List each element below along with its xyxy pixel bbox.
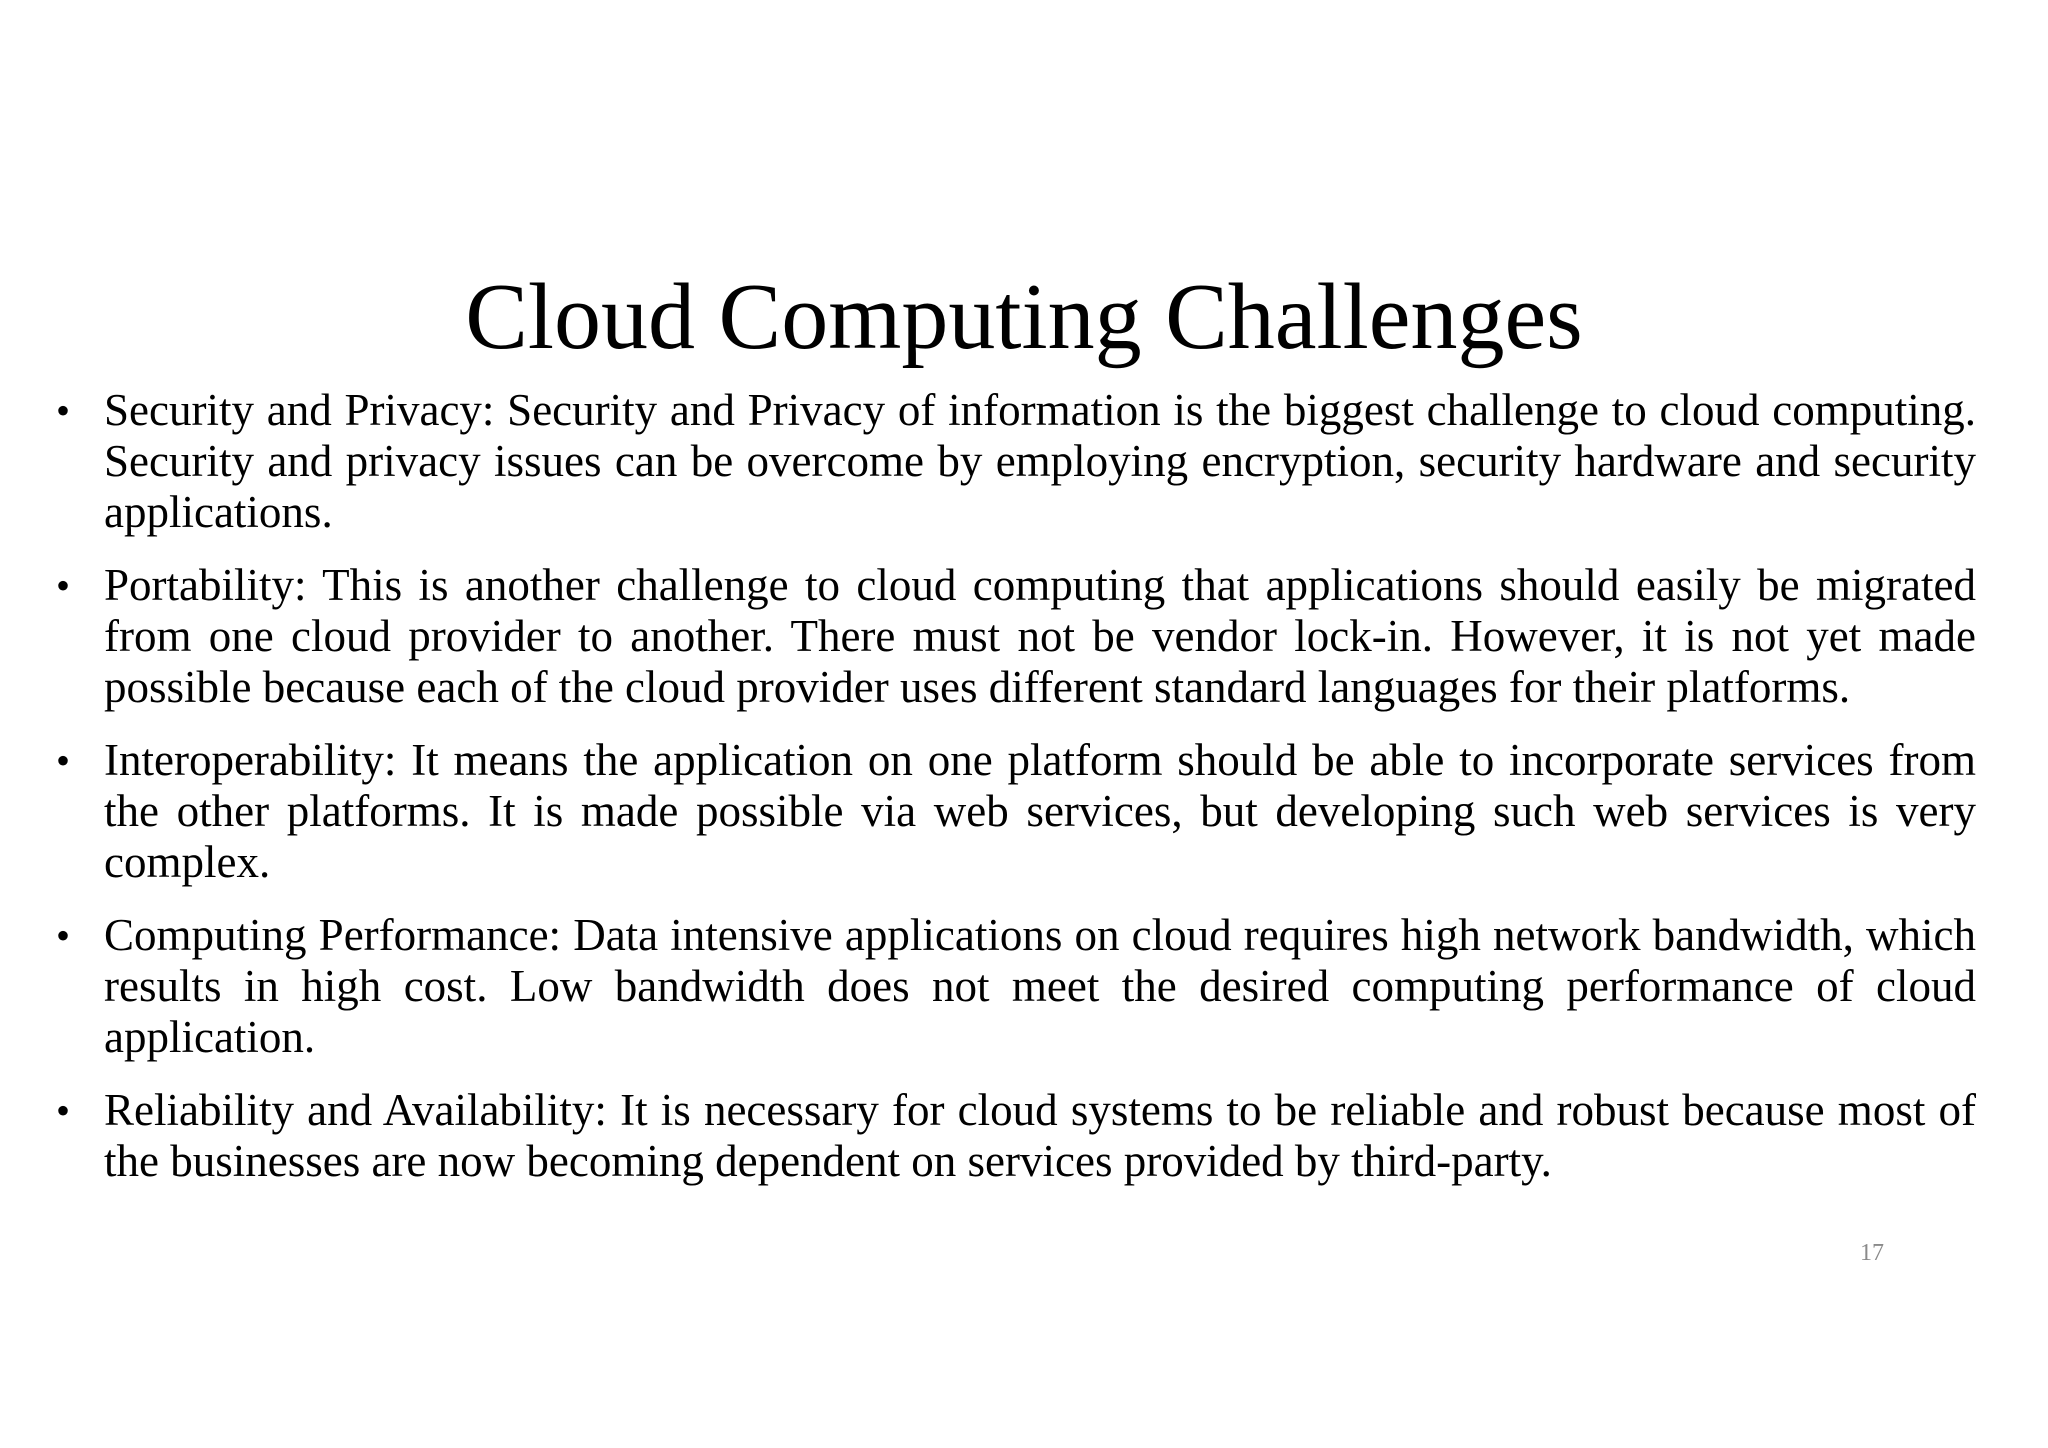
page-number: 17 [1860,1240,1884,1266]
bullet-computing-performance [56,910,1976,1063]
bullet-dot-icon: • [56,1088,71,1133]
bullet-text: Security and Privacy: Security and Privacy of information is the biggest challenge to cloud computing. Security and privacy issues can be overcome by employing encryption, security hardware and security applications. [104,385,1976,537]
bullet-interoperability [56,735,1976,888]
slide-title: Cloud Computing Challenges [465,265,1583,369]
bullet-text: Portability: This is another challenge to cloud computing that applications should easily be migrated from one cloud provider to another. There must not be vendor lock-in. However, it is not yet made possible because each of the cloud provider uses different standard languages for their platforms. [104,560,1976,712]
bullet-list [56,385,1976,1209]
bullet-text: Interoperability: It means the application on one platform should be able to incorporate services from the other platforms. It is made possible via web services, but developing such web services is very complex. [104,735,1976,887]
bullet-dot-icon: • [56,738,71,783]
bullet-dot-icon: • [56,388,71,433]
bullet-dot-icon: • [56,563,71,608]
bullet-security-privacy [56,385,1976,538]
bullet-reliability-availability [56,1085,1976,1187]
bullet-text: Reliability and Availability: It is necessary for cloud systems to be reliable and robust because most of the businesses are now becoming dependent on services provided by third-party. [104,1085,1976,1186]
bullet-dot-icon: • [56,913,71,958]
bullet-text: Computing Performance: Data intensive applications on cloud requires high network bandwidth, which results in high cost. Low bandwidth does not meet the desired computing performance of cloud application. [104,910,1976,1062]
bullet-portability [56,560,1976,713]
